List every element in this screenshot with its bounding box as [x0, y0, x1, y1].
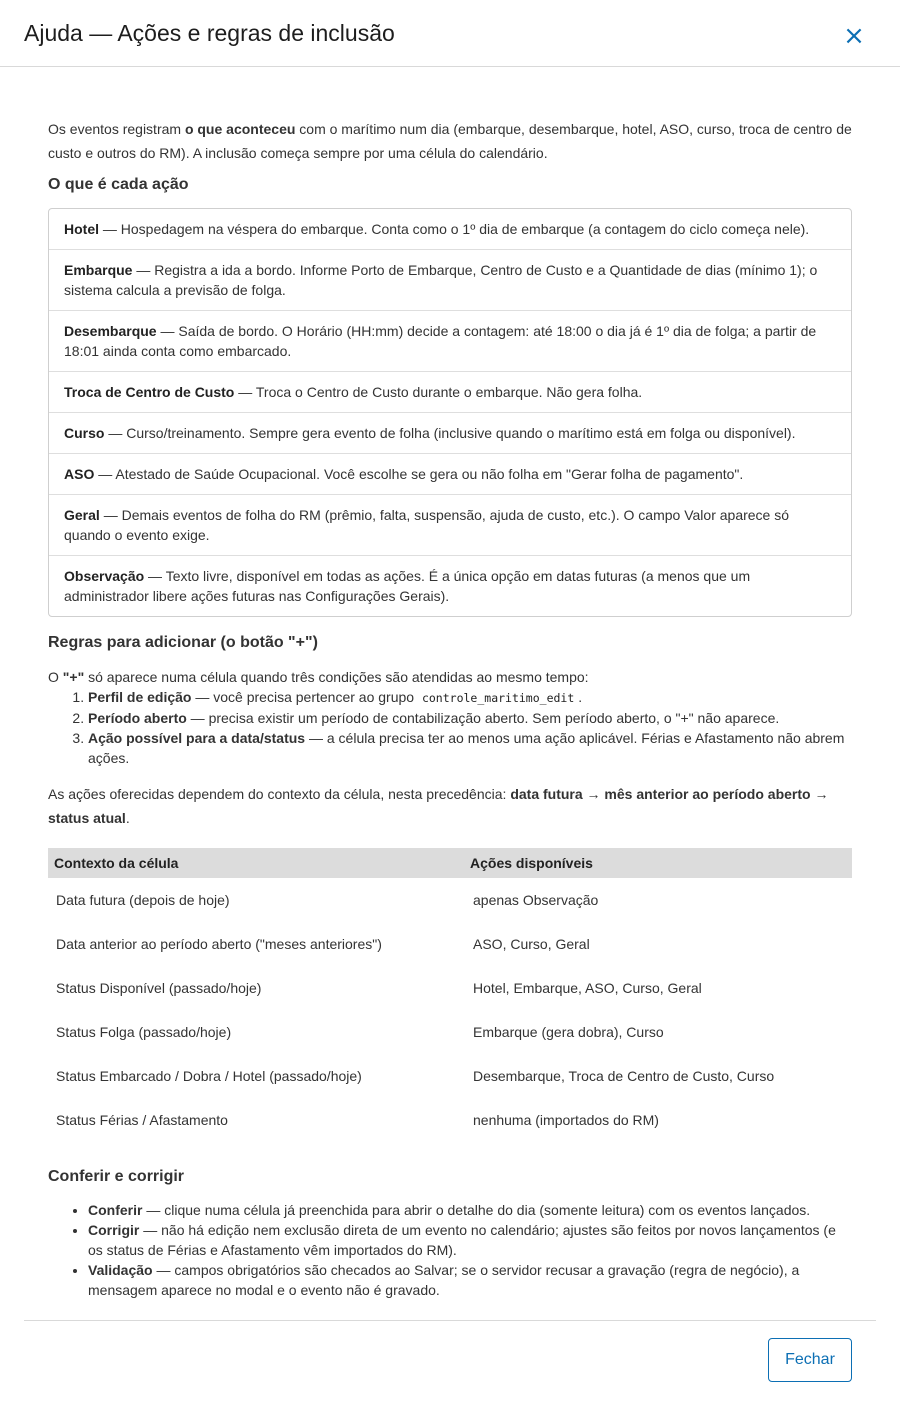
column-header-actions: Ações disponíveis — [464, 848, 852, 878]
check-item-conferir — [88, 1200, 852, 1220]
check-name: Validação — [88, 1262, 153, 1278]
plus-symbol: "+" — [62, 669, 85, 685]
intro-text-end: com o marítimo num dia (embarque, desembarque, hotel, ASO, curso, troca de centro de custo e outros do RM). A inclusão começa sempre por uma célula do calendário. — [48, 121, 852, 161]
precedence-paragraph — [48, 782, 852, 830]
rule-desc-end: . — [578, 689, 583, 705]
rule-item-period — [88, 708, 852, 728]
actions-list — [48, 208, 852, 617]
action-name: Hotel — [64, 221, 99, 237]
action-name: Embarque — [64, 262, 133, 278]
table-row — [48, 878, 852, 922]
column-header-context: Contexto da célula — [48, 848, 464, 878]
group-code: controle_maritimo_edit — [421, 691, 575, 705]
action-desc: — Registra a ida a bordo. Informe Porto de Embarque, Centro de Custo e a Quantidade de dias (mínimo 1); o sistema calcula a previsão de folga. — [64, 262, 818, 298]
table-row — [48, 922, 852, 966]
table-header-row — [48, 848, 852, 878]
precedence-order: data futura → mês anterior ao período aberto → status atual — [48, 786, 829, 826]
actions-cell: Desembarque, Troca de Centro de Custo, Curso — [473, 1068, 775, 1084]
rule-item-action — [88, 728, 852, 768]
rules-intro-text-end: só aparece numa célula quando três condições são atendidas ao mesmo tempo: — [84, 669, 589, 685]
modal-header — [0, 0, 900, 67]
table-row — [48, 1054, 852, 1098]
action-desc: — Texto livre, disponível em todas as ações. É a única opção em datas futuras (a menos que um administrador libere ações futuras nas Configurações Gerais). — [64, 568, 751, 604]
rule-desc: — a célula precisa ter ao menos uma ação aplicável. Férias e Afastamento não abrem ações. — [88, 730, 845, 766]
precedence-end: . — [125, 810, 130, 826]
action-item-geral — [49, 494, 851, 555]
check-heading: Conferir e corrigir — [48, 1168, 185, 1185]
action-desc: — Hospedagem na véspera do embarque. Conta como o 1º dia de embarque (a contagem do ciclo começa nele). — [99, 221, 810, 237]
modal-body — [48, 67, 852, 1300]
action-name: Curso — [64, 425, 105, 441]
check-name: Conferir — [88, 1202, 143, 1218]
action-desc: — Curso/treinamento. Sempre gera evento de folha (inclusive quando o marítimo está em folga ou disponível). — [104, 425, 796, 441]
action-desc: — Saída de bordo. O Horário (HH:mm) decide a contagem: até 18:00 o dia já é 1º dia de folga; a partir de 18:01 ainda conta como embarcado. — [64, 323, 817, 359]
context-cell: Status Embarcado / Dobra / Hotel (passado/hoje) — [56, 1068, 362, 1084]
actions-cell: Embarque (gera dobra), Curso — [473, 1024, 664, 1040]
check-name: Corrigir — [88, 1222, 140, 1238]
close-icon[interactable]: × — [840, 22, 868, 50]
action-item-observacao — [49, 555, 851, 616]
actions-cell: apenas Observação — [473, 892, 599, 908]
context-cell: Status Disponível (passado/hoje) — [56, 980, 262, 996]
action-name: Troca de Centro de Custo — [64, 384, 235, 400]
action-name: ASO — [64, 466, 95, 482]
action-item-hotel — [49, 209, 851, 249]
actions-cell: ASO, Curso, Geral — [473, 936, 590, 952]
rule-desc: — precisa existir um período de contabilização aberto. Sem período aberto, o "+" não aparece. — [186, 710, 780, 726]
context-cell: Data futura (depois de hoje) — [56, 892, 230, 908]
rule-name: Período aberto — [88, 710, 187, 726]
rule-name: Perfil de edição — [88, 689, 192, 705]
rule-item-profile — [88, 687, 852, 708]
rules-heading: Regras para adicionar (o botão "+") — [48, 634, 318, 651]
action-item-curso — [49, 412, 851, 453]
table-row — [48, 1098, 852, 1142]
fechar-button[interactable]: Fechar — [768, 1338, 852, 1382]
rules-intro-text: O — [48, 669, 63, 685]
action-name: Observação — [64, 568, 145, 584]
check-item-corrigir — [88, 1220, 852, 1260]
context-cell: Data anterior ao período aberto ("meses anteriores") — [56, 936, 382, 952]
modal-title: Ajuda — Ações e regras de inclusão — [24, 20, 395, 46]
action-desc: — Atestado de Saúde Ocupacional. Você escolhe se gera ou não folha em "Gerar folha de pagamento". — [94, 466, 744, 482]
check-item-validacao — [88, 1260, 852, 1300]
action-name: Geral — [64, 507, 100, 523]
action-item-aso — [49, 453, 851, 494]
check-desc: — não há edição nem exclusão direta de um evento no calendário; ajustes são feitos por novos lançamentos (e os status de Férias e Afastamento vêm importados do RM). — [88, 1222, 836, 1258]
context-cell: Status Folga (passado/hoje) — [56, 1024, 232, 1040]
check-desc: — clique numa célula já preenchida para abrir o detalhe do dia (somente leitura) com os eventos lançados. — [142, 1202, 811, 1218]
intro-bold: o que aconteceu — [184, 121, 296, 137]
rule-name: Ação possível para a data/status — [88, 730, 306, 746]
precedence-text: As ações oferecidas dependem do contexto da célula, nesta precedência: — [48, 786, 511, 802]
action-desc: — Demais eventos de folha do RM (prêmio, falta, suspensão, ajuda de custo, etc.). O campo Valor aparece só quando o evento exige. — [64, 507, 790, 543]
context-cell: Status Férias / Afastamento — [56, 1112, 228, 1128]
action-item-embarque — [49, 249, 851, 310]
intro-paragraph — [48, 117, 852, 165]
action-name: Desembarque — [64, 323, 157, 339]
table-row — [48, 966, 852, 1010]
table-row — [48, 1010, 852, 1054]
actions-heading: O que é cada ação — [48, 176, 189, 193]
rules-list — [48, 687, 852, 768]
check-desc: — campos obrigatórios são checados ao Salvar; se o servidor recusar a gravação (regra de negócio), a mensagem aparece no modal e o evento não é gravado. — [88, 1262, 800, 1298]
rule-desc: — você precisa pertencer ao grupo — [191, 689, 418, 705]
footer-divider — [24, 1320, 876, 1321]
intro-text: Os eventos registram — [48, 121, 185, 137]
actions-cell: Hotel, Embarque, ASO, Curso, Geral — [473, 980, 702, 996]
check-list — [48, 1200, 852, 1300]
rules-intro — [48, 667, 852, 687]
actions-cell: nenhuma (importados do RM) — [473, 1112, 659, 1128]
action-item-troca-centro-custo — [49, 371, 851, 412]
action-item-desembarque — [49, 310, 851, 371]
context-table — [48, 848, 852, 1142]
action-desc: — Troca o Centro de Custo durante o embarque. Não gera folha. — [234, 384, 643, 400]
